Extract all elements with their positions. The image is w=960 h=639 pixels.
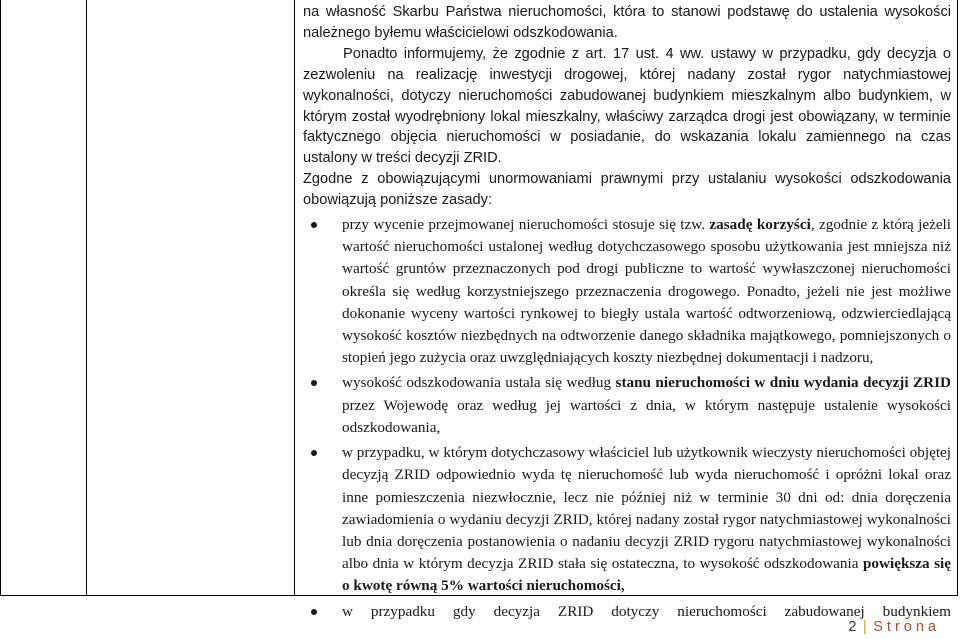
table-column-1	[1, 0, 87, 595]
table-column-2	[87, 0, 295, 595]
list-item-text: w przypadku gdy decyzja ZRID dotyczy nieruchomości zabudowanej budynkiem	[342, 602, 951, 620]
bullet-icon	[311, 222, 317, 228]
bullet-icon	[311, 609, 317, 615]
paragraph-3: Zgodne z obowiązującymi unormowaniami prawnymi przy ustalaniu wysokości odszkodowania obowiązują poniższe zasady:	[303, 171, 951, 209]
list-item-text: , zgodnie z którą jeżeli wartość nieruchomości ustalonej według dotychczasowego sposobu użytkowania jest mniejsza niż wartość gruntów przeznaczonych pod drogi publiczne to wartość wywłaszczonej nieruchomości określa się według korzystniejszego przeznaczenia drogowego. Ponadto, jeżeli nie jest możliwe dokonanie wyceny wartości rynkowej to biegły ustala wartość odtworzeniową, odzwierciedlającą wysokość kosztów niezbędnych na odtworzenie danego składnika majątkowego, pomniejszonych o stopień jego zużycia oraz uwzględniających koszty niezbędnej dokumentacji i nadzoru,	[342, 216, 951, 367]
page-number: 2	[848, 619, 857, 635]
page-footer	[848, 619, 940, 635]
list-item	[303, 214, 951, 369]
list-item-bold: zasadę korzyści	[709, 216, 811, 234]
list-item-text: w przypadku, w którym dotychczasowy właściciel lub użytkownik wieczysty nieruchomości objętej decyzją ZRID odpowiednio wyda tę nieruchomość lub wyda nieruchomość i opróżni lokal oraz inne pomieszczenia niezwłocznie, lecz nie później niż w terminie 30 dni od: dnia doręczenia zawiadomienia o wydaniu decyzji ZRID, której nadany został rygor natychmiastowej wykonalności lub dnia doręczenia postanowienia o nadaniu decyzji ZRID rygoru natychmiastowej wykonalności albo dnia w którym decyzja ZRID stała się ostateczna, to wysokość odszkodowania	[342, 444, 951, 573]
document-content	[303, 2, 951, 623]
rules-list	[303, 214, 951, 623]
list-item	[303, 442, 951, 597]
footer-label: Strona	[873, 619, 940, 635]
bullet-icon	[311, 450, 317, 456]
list-item-bold: stanu nieruchomości w dniu wydania decyzji ZRID	[615, 374, 951, 392]
list-item-text: przez Wojewodę oraz według jej wartości z dnia, w którym następuje ustalenie wysokości odszkodowania,	[342, 396, 951, 436]
list-item-bold: powiększa się o kwotę równą 5% wartości nieruchomości,	[342, 555, 952, 595]
footer-separator: |	[862, 619, 868, 635]
list-item	[303, 372, 951, 439]
list-item-text: wysokość odszkodowania ustala się według	[342, 374, 616, 392]
bullet-icon	[311, 380, 317, 386]
list-item-text: przy wycenie przejmowanej nieruchomości stosuje się tzw.	[342, 216, 710, 234]
paragraph-2: Ponadto informujemy, że zgodnie z art. 17 ust. 4 ww. ustawy w przypadku, gdy decyzja o zezwoleniu na realizację inwestycji drogowej, której nadany został rygor natychmiastowej wykonalności, dotyczy nieruchomości zabudowanej budynkiem mieszkalnym albo budynkiem, w którym został wyodrębniony lokal mieszkalny, właściwy zarządca drogi jest obowiązany, w terminie faktycznego objęcia nieruchomości w posiadanie, do wskazania lokalu zamiennego na czas ustalony w treści decyzji ZRID.	[303, 45, 951, 167]
sans-paragraph-block	[303, 2, 951, 211]
paragraph-1: na własność Skarbu Państwa nieruchomości, która to stanowi podstawę do ustalenia wysokości należnego byłemu właścicielowi odszkodowania.	[303, 4, 951, 41]
